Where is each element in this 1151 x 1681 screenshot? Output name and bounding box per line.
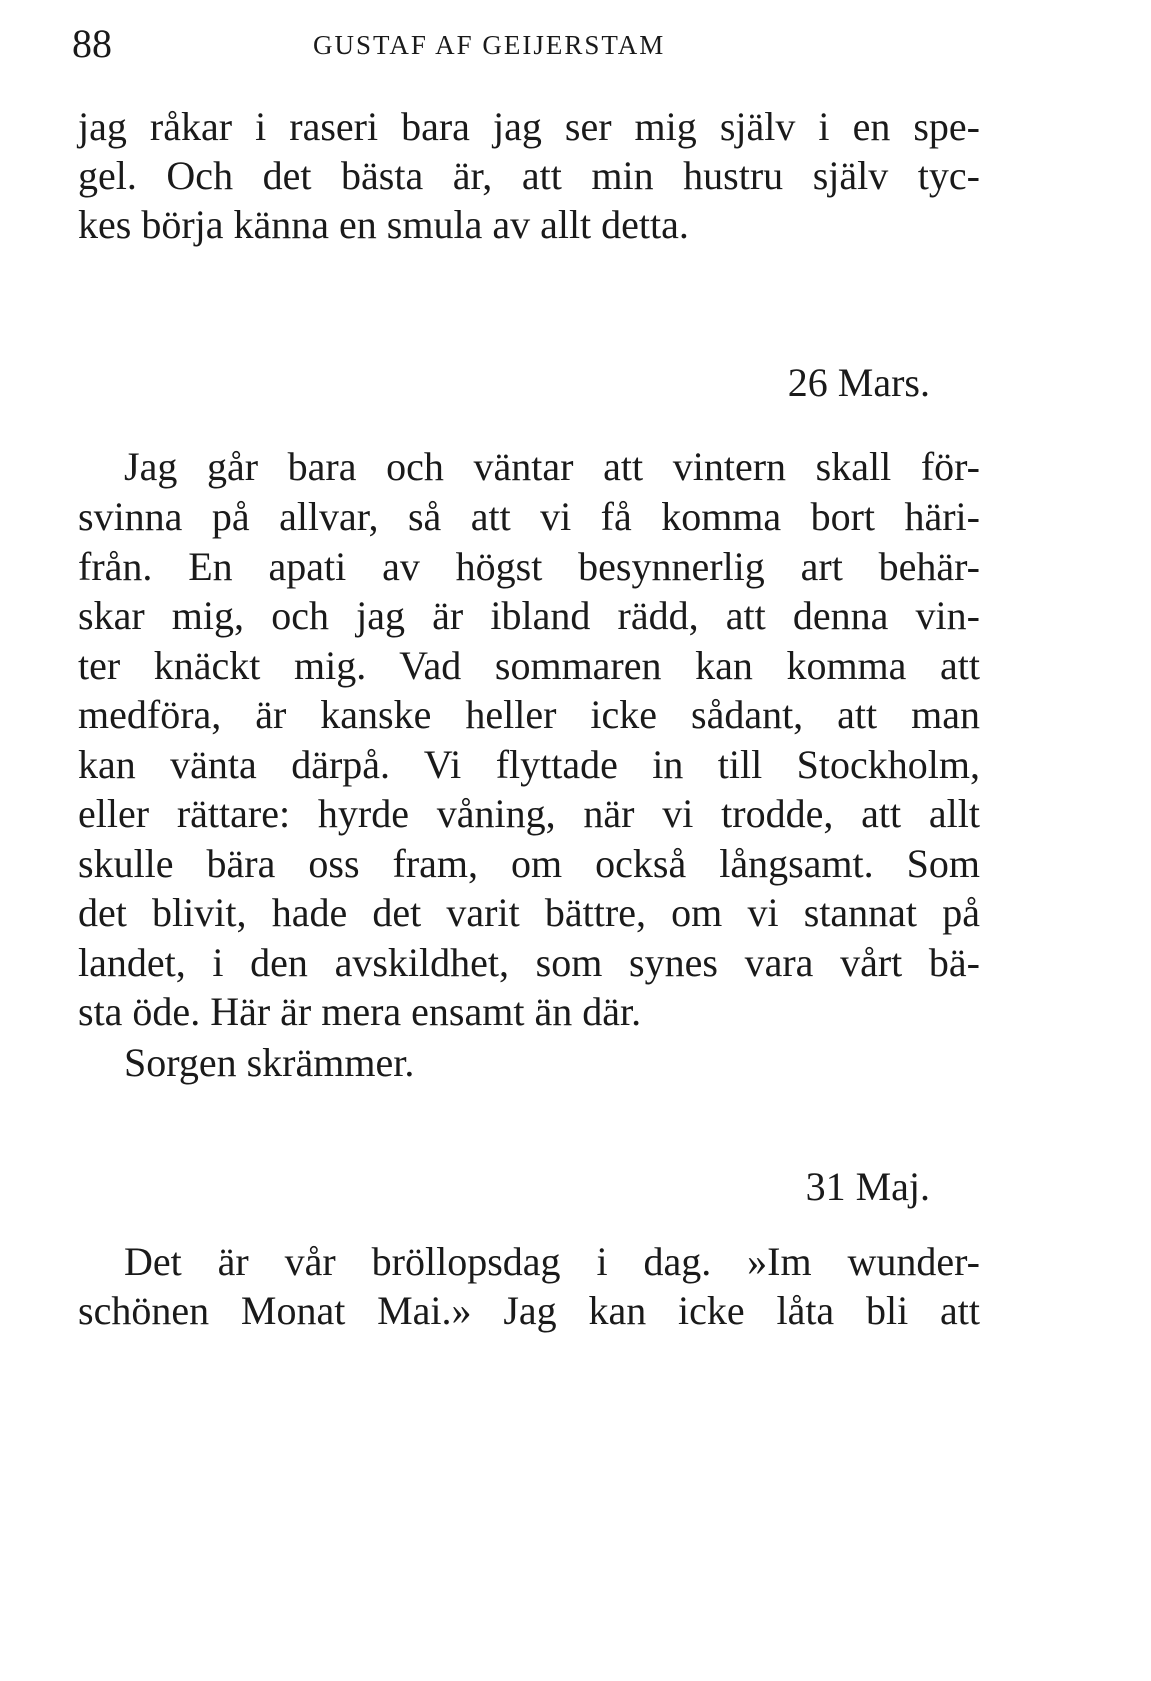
text-line: ter knäckt mig. Vad sommaren kan komma att (78, 643, 980, 688)
text-line: Det är vår bröllopsdag i dag. »Im wunder- (124, 1239, 980, 1284)
text-line: kes börja känna en smula av allt detta. (78, 202, 689, 247)
text-line: svinna på allvar, så att vi få komma bort häri- (78, 494, 980, 539)
diary-date: 31 Maj. (805, 1164, 930, 1209)
running-title: GUSTAF AF GEIJERSTAM (313, 30, 666, 60)
text-line: skar mig, och jag är ibland rädd, att denna vin- (78, 593, 980, 638)
text-line: det blivit, hade det varit bättre, om vi stannat på (78, 890, 980, 935)
text-line: från. En apati av högst besynnerlig art behär- (78, 544, 980, 589)
text-line: medföra, är kanske heller icke sådant, att man (78, 692, 980, 737)
page-number: 88 (72, 21, 112, 66)
text-line: Sorgen skrämmer. (124, 1040, 415, 1085)
text-line: landet, i den avskildhet, som synes vara vårt bä- (78, 940, 980, 985)
text-line: schönen Monat Mai.» Jag kan icke låta bli att (78, 1288, 980, 1333)
text-line: sta öde. Här är mera ensamt än där. (78, 989, 642, 1034)
text-line: kan vänta därpå. Vi flyttade in till Stockholm, (78, 742, 980, 787)
text-line: gel. Och det bästa är, att min hustru själv tyc- (78, 153, 980, 198)
text-line: skulle bära oss fram, om också långsamt. Som (78, 841, 980, 886)
text-line: jag råkar i raseri bara jag ser mig själv i en spe- (78, 104, 980, 149)
text-line: Jag går bara och väntar att vintern skall för- (124, 444, 980, 489)
text-line: eller rättare: hyrde våning, när vi trodde, att allt (78, 791, 980, 836)
diary-date: 26 Mars. (787, 360, 930, 405)
